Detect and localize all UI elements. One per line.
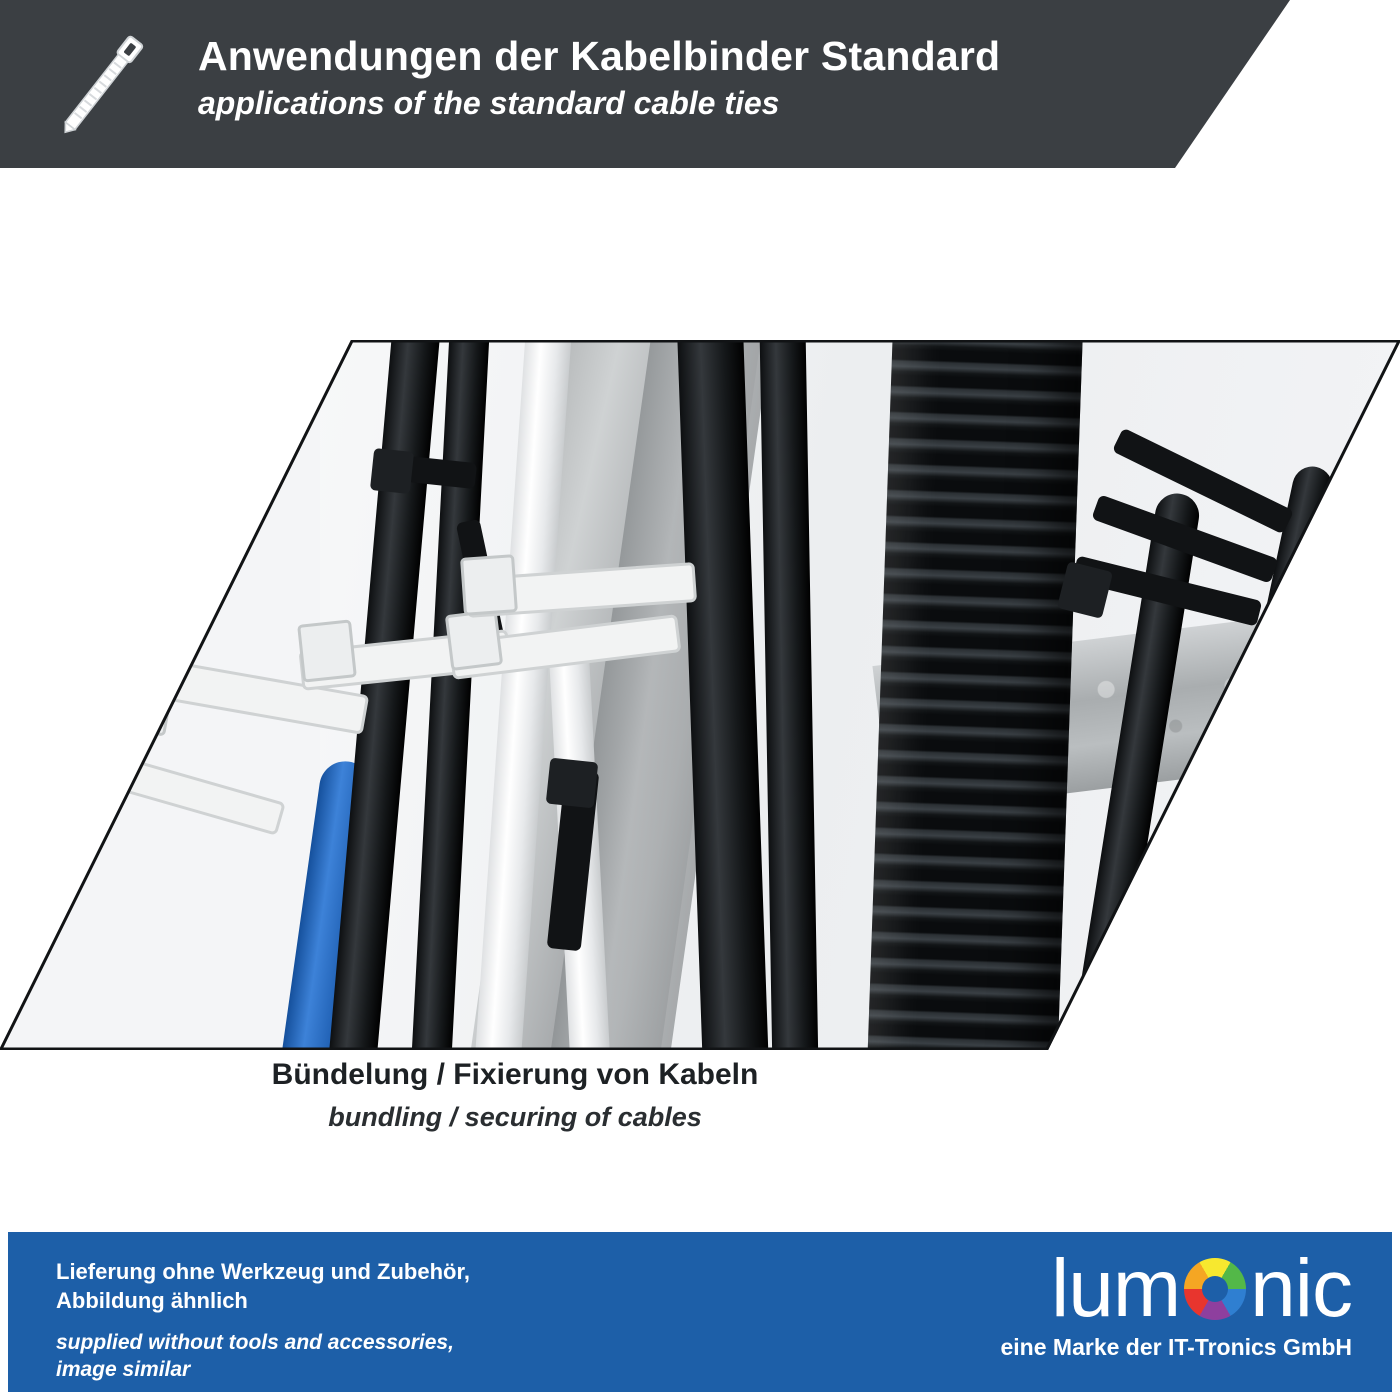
photo-caption [0,1058,1030,1133]
brand-name-part2: nic [1250,1243,1352,1334]
brand-tagline: eine Marke der IT-Tronics GmbH [1000,1333,1352,1360]
footer-bar [8,1232,1392,1392]
footer-disclaimer [56,1258,696,1384]
caption-english: bundling / securing of cables [328,1102,702,1132]
header-banner [0,0,1400,168]
brand-name-part1: lum [1051,1243,1181,1334]
disclaimer-german-line1: Lieferung ohne Werkzeug und Zubehör, [56,1259,470,1284]
disclaimer-german [56,1258,696,1315]
white-cable-tie-4-head [445,609,503,671]
white-cable-tie-3-head [297,619,357,682]
black-cable-tie-3-head [546,758,599,809]
brand-logo [1000,1243,1353,1361]
cable-tie-icon [36,22,166,147]
rainbow-circle-icon [1184,1258,1246,1320]
caption-german: Bündelung / Fixierung von Kabeln [271,1058,759,1091]
white-cable-tie-5-head [460,554,518,616]
white-cable-tie-1-head [108,673,174,736]
header-text-block [198,32,1198,123]
disclaimer-english-line2: image similar [56,1358,191,1382]
brand-wordmark [1001,1243,1353,1334]
disclaimer-english-line1: supplied without tools and accessories, [56,1331,454,1355]
application-photo [0,340,1400,1050]
corrugated-conduit [866,340,1084,1050]
disclaimer-english [56,1329,696,1384]
page-subtitle: applications of the standard cable ties [198,85,780,122]
page-title: Anwendungen der Kabelbinder Standard [198,33,1001,79]
photo-clip-parallelogram [0,340,1400,1050]
disclaimer-german-line2: Abbildung ähnlich [56,1287,248,1313]
black-cable-tie-1-head [370,448,414,494]
white-cable-tie-2-head [15,757,72,814]
